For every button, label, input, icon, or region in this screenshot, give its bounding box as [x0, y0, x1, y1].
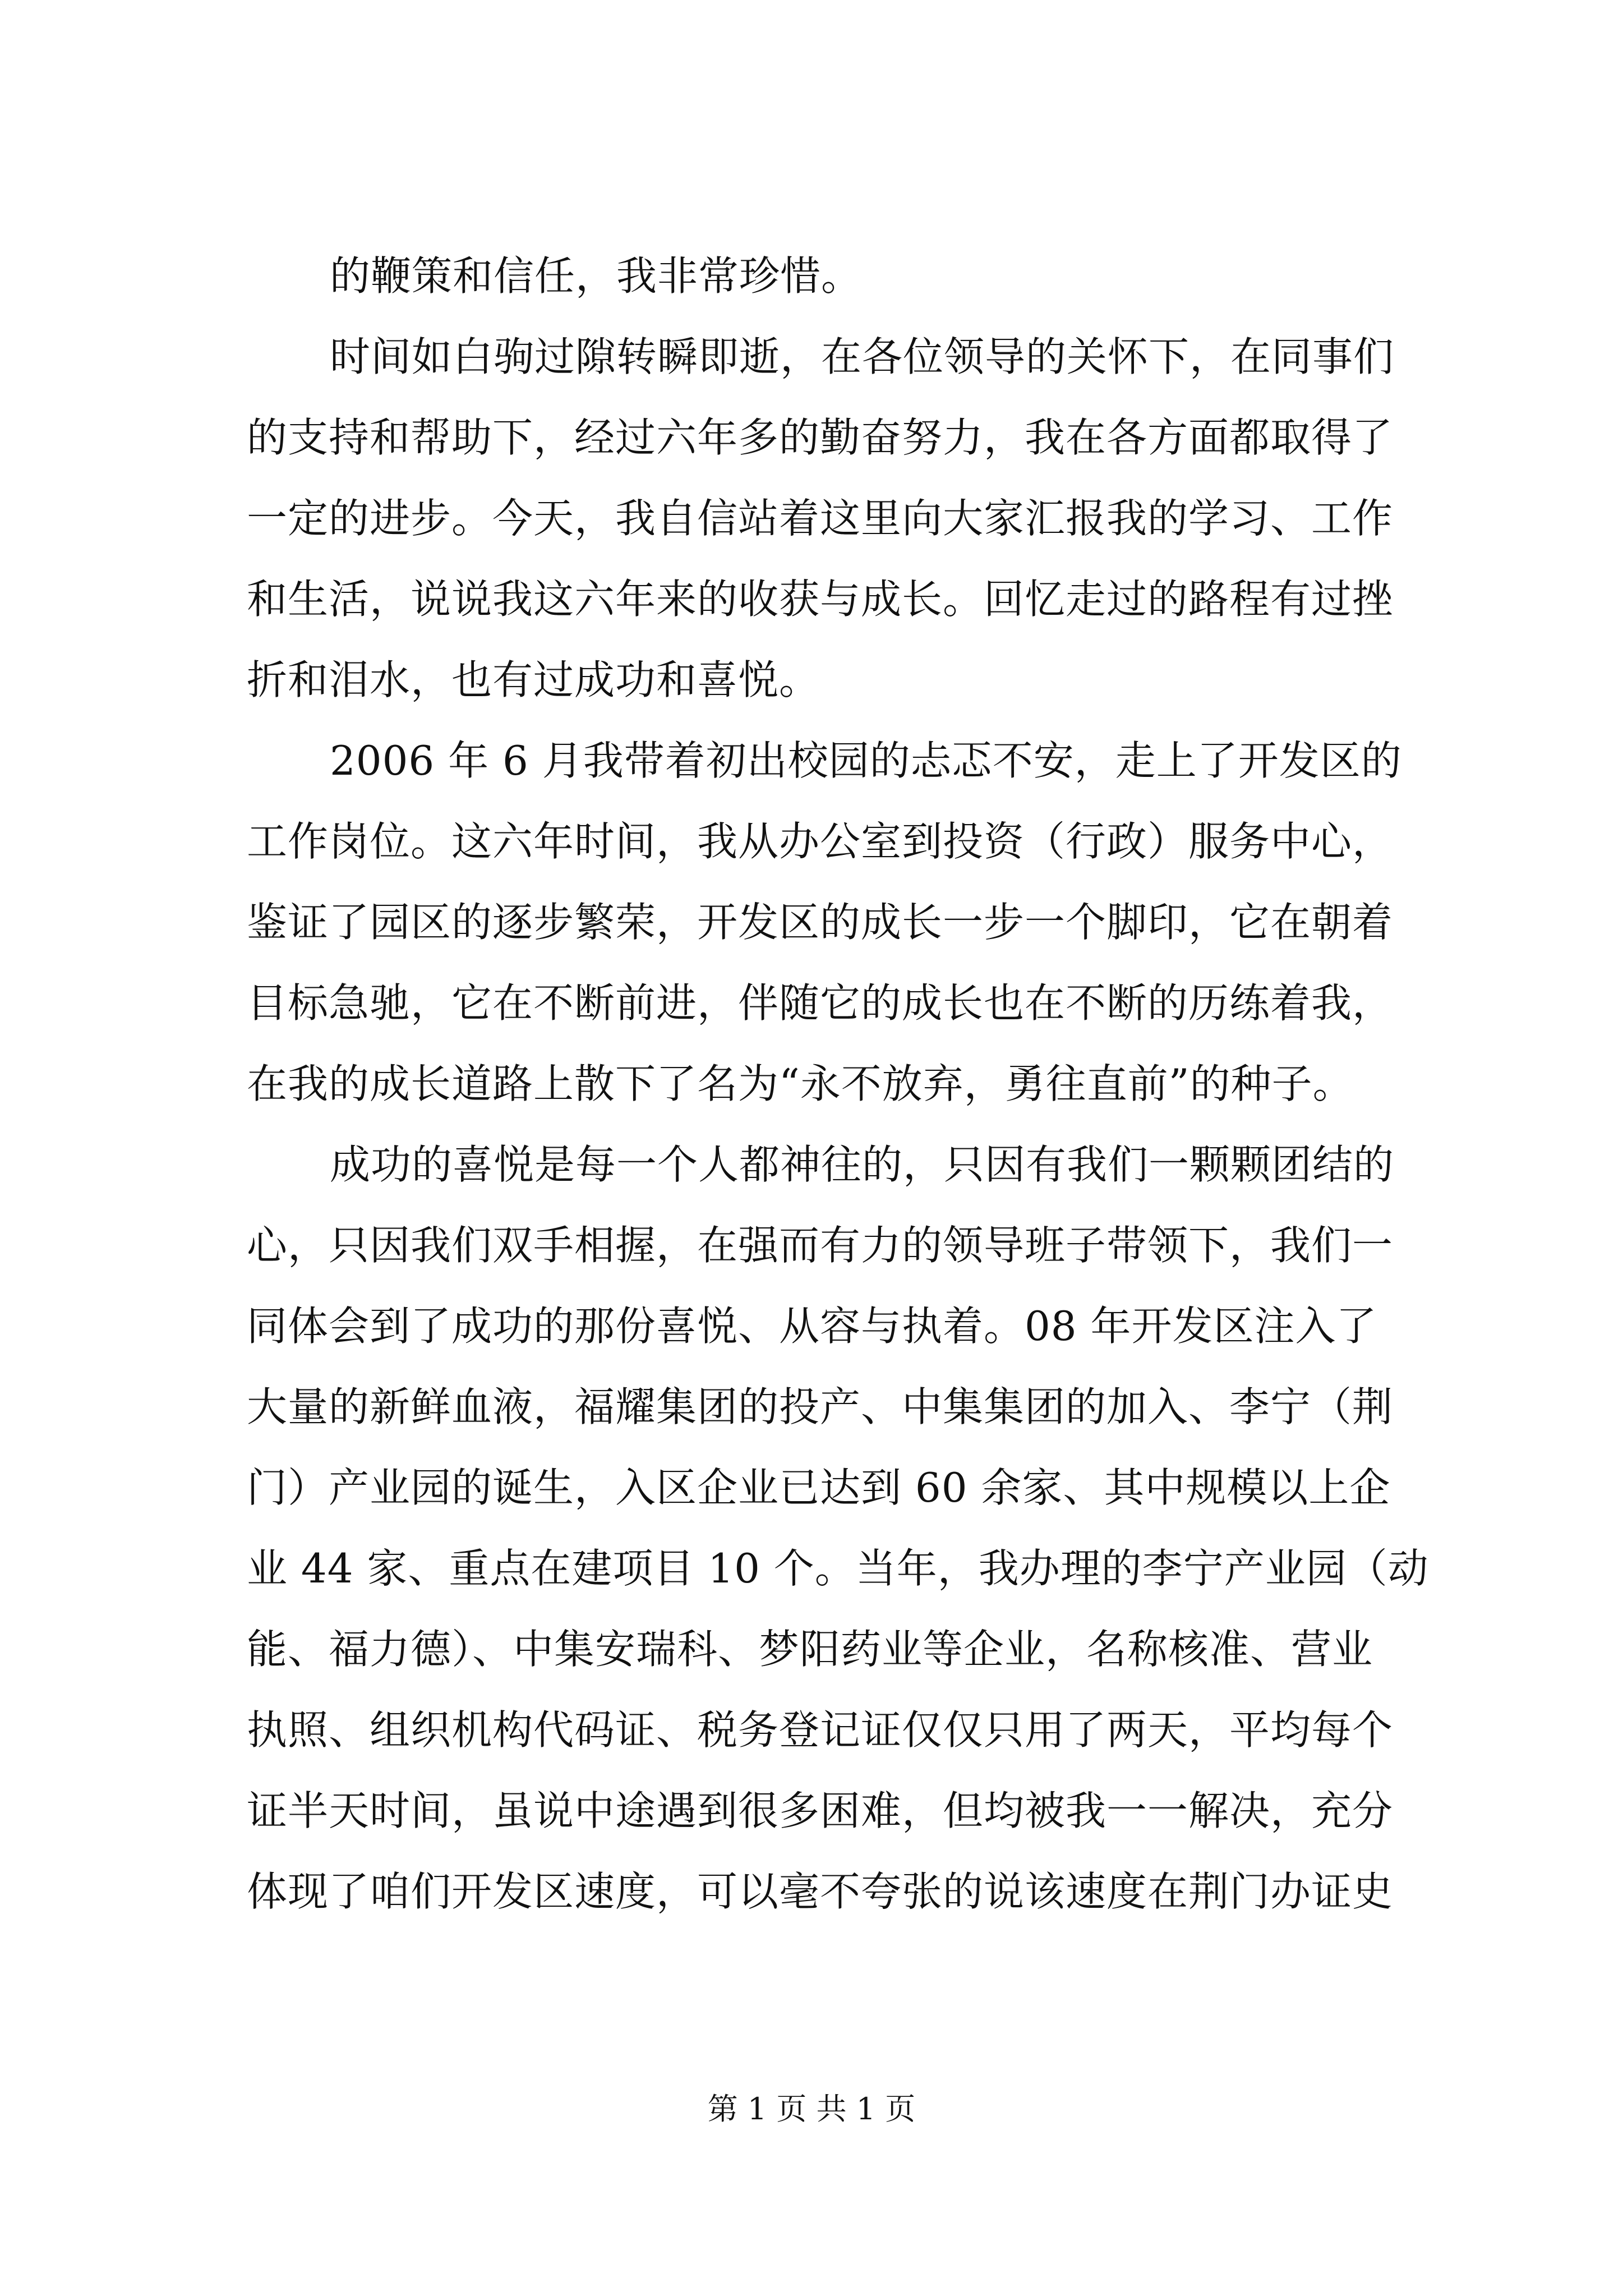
text-line: 在我的成长道路上散下了名为“永不放弃，勇往直前”的种子。	[247, 1060, 1354, 1107]
text-line: 时间如白驹过隙转瞬即逝，在各位领导的关怀下，在同事们	[330, 333, 1395, 380]
text-line: 成功的喜悦是每一个人都神往的，只因有我们一颗颗团结的	[330, 1141, 1395, 1188]
text-line: 体现了咱们开发区速度，可以毫不夸张的说该速度在荆门办证史	[247, 1868, 1394, 1915]
paragraph-3	[247, 720, 1424, 1124]
document-body	[247, 236, 1429, 1932]
text-line: 折和泪水，也有过成功和喜悦。	[247, 656, 820, 703]
paragraph-2	[247, 316, 1424, 720]
paragraph-1	[247, 236, 1424, 316]
text-line: 能、福力德）、中集安瑞科、梦阳药业等企业，名称核准、营业	[247, 1626, 1373, 1673]
text-line: 心，只因我们双手相握，在强而有力的领导班子带领下，我们一	[247, 1222, 1394, 1269]
text-line: 同体会到了成功的那份喜悦、从容与执着。08 年开发区注入了	[247, 1303, 1377, 1350]
text-line: 一定的进步。今天，我自信站着这里向大家汇报我的学习、工作	[247, 495, 1394, 542]
text-line: 鉴证了园区的逐步繁荣，开发区的成长一步一个脚印，它在朝着	[247, 899, 1394, 946]
page-footer: 第 1 页 共 1 页	[707, 2091, 916, 2127]
text-line: 业 44 家、重点在建项目 10 个。当年，我办理的李宁产业园（动	[247, 1545, 1429, 1592]
text-line: 和生活，说说我这六年来的收获与成长。回忆走过的路程有过挫	[247, 576, 1394, 623]
text-line: 的支持和帮助下，经过六年多的勤奋努力，我在各方面都取得了	[247, 414, 1394, 461]
paragraph-4	[247, 1124, 1429, 1932]
text-line: 门）产业园的诞生，入区企业已达到 60 余家、其中规模以上企	[247, 1464, 1391, 1511]
text-line: 执照、组织机构代码证、税务登记证仅仅只用了两天，平均每个	[247, 1706, 1394, 1754]
text-line: 证半天时间，虽说中途遇到很多困难，但均被我一一解决，充分	[247, 1787, 1394, 1834]
text-line: 工作岗位。这六年时间，我从办公室到投资（行政）服务中心，	[247, 818, 1394, 865]
text-line: 2006 年 6 月我带着初出校园的忐忑不安，走上了开发区的	[330, 737, 1402, 784]
text-line: 目标急驰，它在不断前进，伴随它的成长也在不断的历练着我，	[247, 979, 1394, 1027]
text-line: 大量的新鲜血液，福耀集团的投产、中集集团的加入、李宁（荆	[247, 1383, 1394, 1430]
text-line: 的鞭策和信任，我非常珍惜。	[330, 252, 863, 300]
